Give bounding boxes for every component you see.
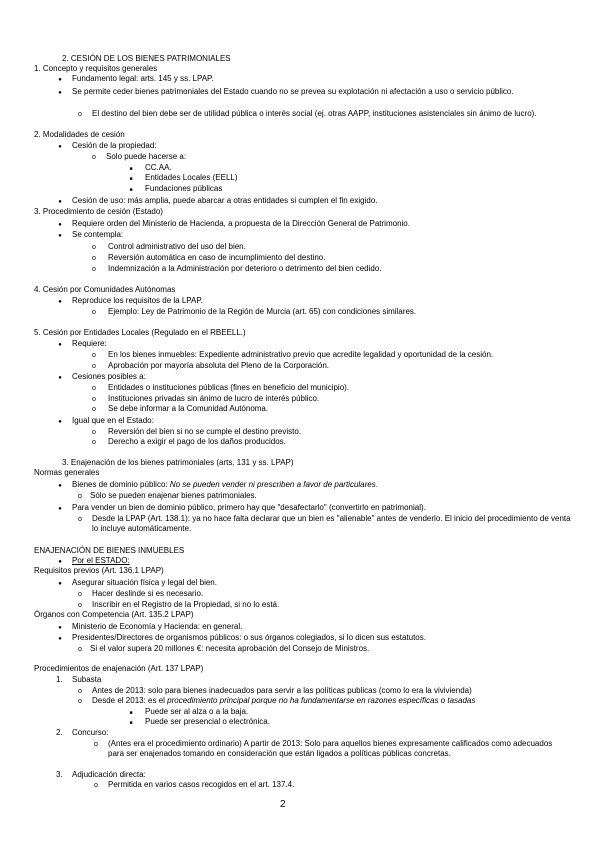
bullet-dot <box>56 230 64 241</box>
ccaa-reproduces: Reproduce los requisitos de la LPAP. <box>72 296 203 305</box>
bullet-square <box>127 173 135 184</box>
eell-equal: Igual que en el Estado: <box>72 416 154 425</box>
procedures-since-2013: Desde el 2013: es el procedimiento principal porque no ha fundamentarse en razones específicas o tasadas <box>92 696 476 705</box>
eell-possible-item: Entidades o instituciones públicas (fines en beneficio del municipio). <box>108 383 350 392</box>
bullet-circle <box>90 350 98 361</box>
procedures-before-2013: Antes de 2013: solo para bienes inadecuados para servir a las políticas publicas (como lo era la vivivienda) <box>92 686 472 695</box>
modalities-target: Entidades Locales (EELL) <box>145 173 238 182</box>
eell-title: 5. Cesión por Entidades Locales (Regulado en el RBEELL.) <box>34 328 246 337</box>
procedures-direct-num: 3. <box>56 770 63 779</box>
bullet-circle <box>76 589 84 600</box>
bullet-circle <box>90 264 98 275</box>
eell-requires: Requiere: <box>72 339 107 348</box>
section-2-title: 2. CESIÓN DE LOS BIENES PATRIMONIALES <box>62 54 231 63</box>
modalities-target: Fundaciones públicas <box>145 184 223 193</box>
realestate-organs-title: Órganos con Competencia (Art. 135.2 LPAP) <box>34 610 194 619</box>
eell-req-item: Aprobación por mayoría absoluta del Pleno de la Corporación. <box>108 361 330 370</box>
concept-title: 1. Concepto y requisitos generales <box>34 64 158 73</box>
modalities-only: Solo puede hacerse a: <box>106 152 187 161</box>
bullet-circle <box>76 644 84 655</box>
procedures-title: Procedimientos de enajenación (Art. 137 LPAP) <box>34 664 204 673</box>
realestate-secure-item: Inscribir en el Registro de la Propiedad, si no lo está. <box>92 600 280 609</box>
procedure-title: 3. Procedimiento de cesión (Estado) <box>34 207 163 216</box>
bullet-dot <box>56 633 64 644</box>
bullet-circle <box>90 152 98 163</box>
eell-possible: Cesiones posibles a: <box>72 372 146 381</box>
bullet-dot <box>56 339 64 350</box>
bullet-circle <box>76 491 84 502</box>
realestate-secure-item: Hacer deslinde si es necesario. <box>92 589 204 598</box>
bullet-dot <box>56 87 64 98</box>
bullet-circle <box>90 361 98 372</box>
concept-item: El destino del bien debe ser de utilidad pública o interés social (ej. otras AAPP, instituciones asistenciales sin ánimo de lucro). <box>92 109 537 118</box>
eell-equal-item: Derecho a exigir el pago de los daños producidos. <box>108 437 286 446</box>
procedures-contest-num: 2. <box>56 728 63 737</box>
bullet-circle <box>90 383 98 394</box>
modalities-title: 2. Modalidades de cesión <box>34 130 125 139</box>
procedures-auction: Subasta <box>72 675 102 684</box>
realestate-over20: Si el valor supera 20 millones €: necesita aprobación del Consejo de Ministros. <box>90 644 370 653</box>
procedure-requires: Requiere orden del Ministerio de Hacienda, a propuesta de la Dirección General de Patrimonio. <box>72 219 410 228</box>
bullet-dot <box>56 416 64 427</box>
bullet-dot <box>56 74 64 85</box>
ccaa-example: Ejemplo: Ley de Patrimonio de la Región de Murcia (art. 65) con condiciones similares. <box>108 307 417 316</box>
eell-possible-item: Se debe informar a la Comunidad Autónoma. <box>108 404 269 413</box>
bullet-circle <box>90 307 98 318</box>
procedures-contest: Concurso: <box>72 728 109 737</box>
bullet-circle <box>92 739 100 750</box>
bullet-dot <box>56 296 64 307</box>
procedures-direct-text: Permitida en varios casos recogidos en el art. 137.4. <box>108 780 295 789</box>
eell-possible-item: Instituciones privadas sin ánimo de lucro de interés público. <box>108 394 320 403</box>
bullet-circle <box>90 437 98 448</box>
procedures-auction-num: 1. <box>56 675 63 684</box>
page-number: 2 <box>280 799 286 810</box>
modalities-property: Cesión de la propiedad: <box>72 141 157 150</box>
bullet-dot <box>56 503 64 514</box>
modalities-use: Cesión de uso: más amplia, puede abarcar a otras entidades si cumplen el fin exigido. <box>72 196 378 205</box>
general-to-sell: Para vender un bien de dominio público, primero hay que "desafectarlo" (convertirlo en patrimonial). <box>72 503 426 512</box>
procedures-auction-way: Puede ser presencial o electrónica. <box>145 717 270 726</box>
eell-req-item: En los bienes inmuebles: Expediente administrativo previo que acredite legalidad y oportunidad de la cesión. <box>108 350 494 359</box>
bullet-dot <box>56 622 64 633</box>
realestate-by-state: Por el ESTADO: <box>72 556 130 565</box>
procedures-contest-text: (Antes era el procedimiento ordinario) A partir de 2013: Solo para aquellos bienes expresamente calificados como adecuados para ser enajenados tomando en consideración que están ligados a políticas públicas concretas. <box>108 739 553 759</box>
bullet-dot <box>56 372 64 383</box>
realestate-title: ENAJENACIÓN DE BIENES INMUEBLES <box>34 546 185 555</box>
procedure-item: Indemnización a la Administración por deterioro o detrimento del bien cedido. <box>108 264 382 273</box>
procedure-item: Reversión automática en caso de incumplimiento del destino. <box>108 253 326 262</box>
realestate-presidents: Presidentes/Directores de organismos públicos: o sus órganos colegiados, si lo dicen sus estatutos. <box>72 633 426 642</box>
realestate-prev-title: Requisitos previos (Art. 136.1 LPAP) <box>34 566 164 575</box>
bullet-dot <box>56 219 64 230</box>
general-since-lpap: Desde la LPAP (Art. 138.1): ya no hace falta declarar que un bien es "alienable" antes de venderlo. El inicio del procedimiento de venta lo incluye automáticamente. <box>92 514 571 534</box>
bullet-circle <box>76 514 84 525</box>
bullet-circle <box>76 109 84 120</box>
eell-equal-item: Reversión del bien si no se cumple el destino previsto. <box>108 427 301 436</box>
bullet-square <box>127 717 135 728</box>
bullet-dot <box>56 480 64 491</box>
bullet-dot <box>56 141 64 152</box>
realestate-secure: Asegurar situación física y legal del bien. <box>72 578 217 587</box>
ccaa-title: 4. Cesión por Comunidades Autónomas <box>34 285 176 294</box>
general-title: Normas generales <box>34 468 100 477</box>
bullet-circle <box>90 404 98 415</box>
bullet-dot <box>56 196 64 207</box>
modalities-target: CC.AA. <box>145 163 172 172</box>
general-only-patrimonial: Sólo se pueden enajenar bienes patrimoniales. <box>90 491 257 500</box>
procedures-direct: Adjudicación directa: <box>72 770 146 779</box>
bullet-square <box>127 184 135 195</box>
procedure-contemplates: Se contempla: <box>72 230 124 239</box>
procedures-auction-way: Puede ser al alza o a la baja. <box>145 707 249 716</box>
bullet-circle <box>90 242 98 253</box>
bullet-dot <box>56 578 64 589</box>
realestate-ministry: Ministerio de Economía y Hacienda: en general. <box>72 622 243 631</box>
bullet-circle <box>90 253 98 264</box>
concept-item: Fundamento legal: arts. 145 y ss. LPAP. <box>72 74 214 83</box>
procedure-item: Control administrativo del uso del bien. <box>108 242 246 251</box>
concept-item: Se permite ceder bienes patrimoniales del Estado cuando no se prevea su explotación ni afectación a uso o servicio público. <box>72 87 514 96</box>
bullet-circle <box>92 780 100 791</box>
section-3-title: 3. Enajenación de los bienes patrimoniales (arts. 131 y ss. LPAP) <box>62 458 294 467</box>
general-public-domain: Bienes de dominio público: No se pueden vender ni prescriben a favor de particulares. <box>72 480 378 489</box>
bullet-circle <box>76 696 84 707</box>
